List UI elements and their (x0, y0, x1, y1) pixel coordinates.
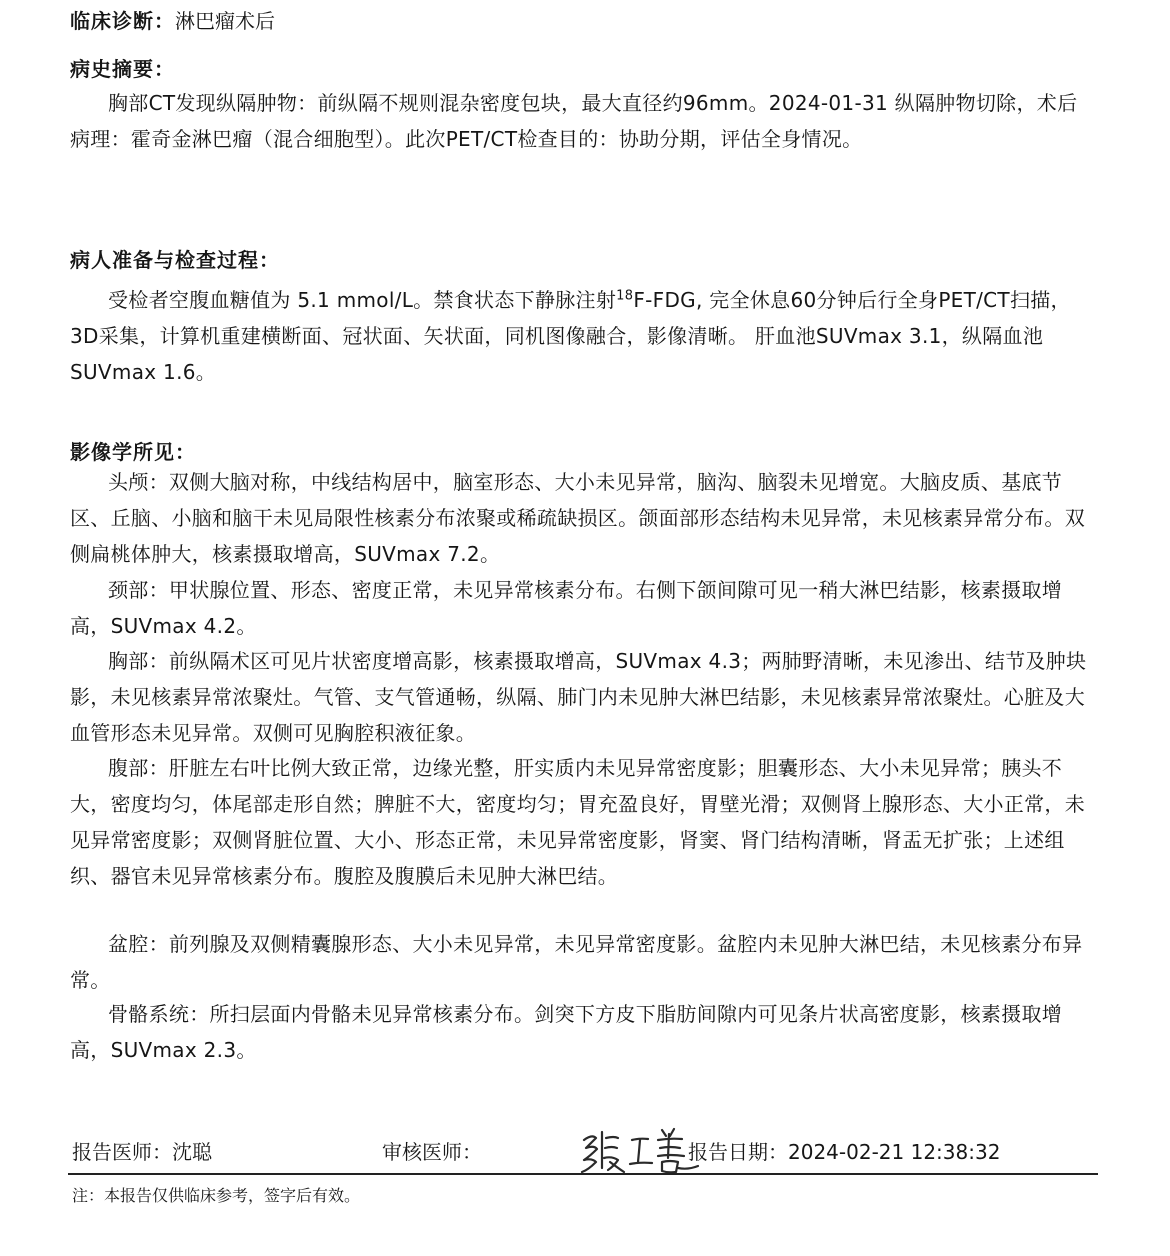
report-date-value: 2024-02-21 12:38:32 (788, 1140, 1001, 1164)
reporter-name: 沈聪 (172, 1140, 212, 1164)
report-date-info (688, 1136, 1000, 1165)
findings-skeleton: 骨骼系统：所扫层面内骨骼未见异常核素分布。剑突下方皮下脂肪间隙内可见条片状高密度影，核素摄取增高，SUVmax 2.3。 (70, 1002, 1063, 1062)
findings-neck: 颈部：甲状腺位置、形态、密度正常，未见异常核素分布。右侧下颌间隙可见一稍大淋巴结影，核素摄取增高，SUVmax 4.2。 (70, 578, 1063, 638)
findings-head: 头颅：双侧大脑对称，中线结构居中，脑室形态、大小未见异常，脑沟、脑裂未见增宽。大脑皮质、基底节区、丘脑、小脑和脑干未见局限性核素分布浓聚或稀疏缺损区。颌面部形态结构未见异常，未见核素异常分布。双侧扁桃体肿大，核素摄取增高，SUVmax 7.2。 (70, 470, 1085, 566)
preparation-heading: 病人准备与检查过程： (70, 248, 280, 272)
findings-heading: 影像学所见： (70, 440, 196, 464)
clinical-diagnosis-line (70, 4, 275, 38)
history-text: 胸部CT发现纵隔肿物：前纵隔不规则混杂密度包块，最大直径约96mm。2024-01-31 纵隔肿物切除，术后病理：霍奇金淋巴瘤（混合细胞型）。此次PET/CT检查目的：协助分期，评估全身情况。 (70, 91, 1078, 151)
clinical-diagnosis-value: 淋巴瘤术后 (175, 9, 275, 33)
preparation-text-part1: 受检者空腹血糖值为 5.1 mmol/L。禁食状态下静脉注射 (108, 288, 617, 312)
preparation-text (70, 282, 1090, 390)
reviewer-label: 审核医师： (382, 1140, 482, 1164)
disclaimer-note: 注：本报告仅供临床参考，签字后有效。 (72, 1186, 361, 1205)
footer-divider (68, 1173, 1098, 1175)
clinical-diagnosis-label: 临床诊断： (70, 9, 175, 33)
report-date-label: 报告日期： (688, 1140, 788, 1164)
isotope-mass-number: 18 (616, 288, 634, 304)
preparation-text-part2: F-FDG, 完全休息60分钟后行全身PET/CT扫描，3D采集，计算机重建横断面、冠状面、矢状面，同机图像融合，影像清晰。 肝血池SUVmax 3.1，纵隔血池SUVmax 1.6。 (70, 288, 1071, 384)
reporter-info (72, 1136, 212, 1165)
history-heading: 病史摘要： (70, 57, 175, 81)
reporter-label: 报告医师： (72, 1140, 172, 1164)
findings-pelvis: 盆腔：前列腺及双侧精囊腺形态、大小未见异常，未见异常密度影。盆腔内未见肿大淋巴结，未见核素分布异常。 (70, 932, 1083, 992)
findings-chest: 胸部：前纵隔术区可见片状密度增高影，核素摄取增高，SUVmax 4.3；两肺野清晰，未见渗出、结节及肿块影，未见核素异常浓聚灶。气管、支气管通畅，纵隔、肺门内未见肿大淋巴结影，未见核素异常浓聚灶。心脏及大血管形态未见异常。双侧可见胸腔积液征象。 (70, 649, 1087, 745)
report-footer (72, 1136, 1102, 1170)
findings-abdomen: 腹部：肝脏左右叶比例大致正常，边缘光整，肝实质内未见异常密度影；胆囊形态、大小未见异常；胰头不大，密度均匀，体尾部走形自然；脾脏不大，密度均匀；胃充盈良好，胃壁光滑；双侧肾上腺形态、大小正常，未见异常密度影；双侧肾脏位置、大小、形态正常，未见异常密度影，肾窦、肾门结构清晰，肾盂无扩张；上述组织、器官未见异常核素分布。腹腔及腹膜后未见肿大淋巴结。 (70, 756, 1085, 888)
